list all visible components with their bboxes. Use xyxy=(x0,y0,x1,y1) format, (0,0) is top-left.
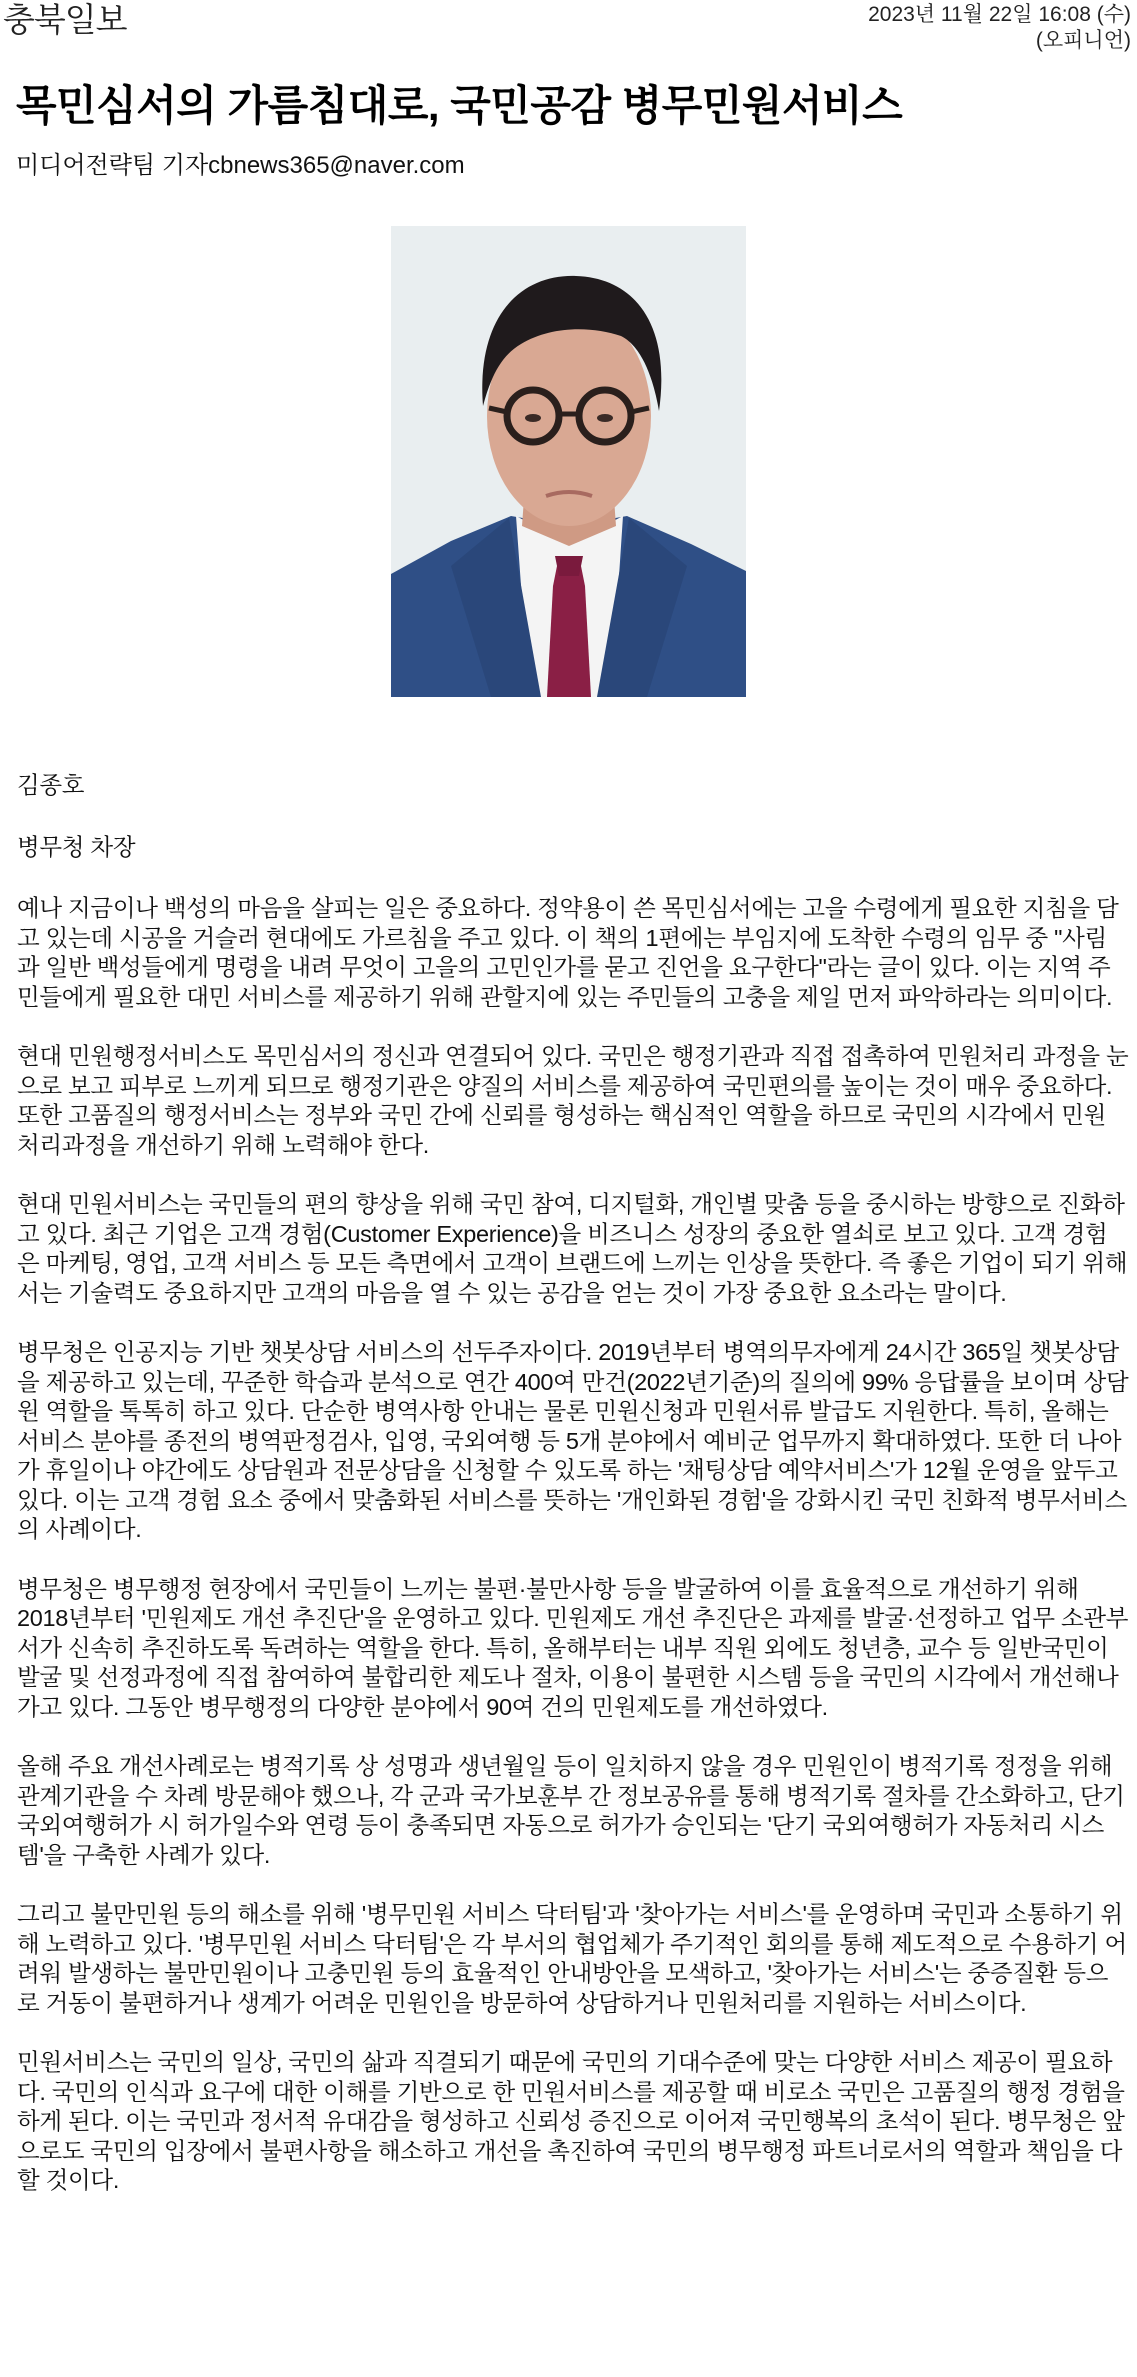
portrait-image xyxy=(391,226,746,697)
publish-date: 2023년 11월 22일 16:08 (수) xyxy=(868,3,1131,26)
paragraph: 현대 민원서비스는 국민들의 편의 향상을 위해 국민 참여, 디지털화, 개인별 맞춤 등을 중시하는 방향으로 진화하고 있다. 최근 기업은 고객 경험(Customer Experience)을 비즈니스 성장의 중요한 열쇠로 보고 있다. 고객 경험은 마케팅, 영업, 고객 서비스 등 모든 측면에서 고객이 브랜드에 느끼는 인상을 뜻한다. 즉 좋은 기업이 되기 위해서는 기술력도 중요하지만 고객의 마음을 열 수 있는 공감을 얻는 것이 가장 중요한 요소라는 말이다. xyxy=(17,1191,1128,1306)
article-body xyxy=(17,771,1129,2226)
article-title: 목민심서의 가름침대로, 국민공감 병무민원서비스 xyxy=(16,82,903,129)
byline: 미디어전략팀 기자cbnews365@naver.com xyxy=(16,152,465,179)
paragraph: 올해 주요 개선사례로는 병적기록 상 성명과 생년월일 등이 일치하지 않을 경우 민원인이 병적기록 정정을 위해 관계기관을 수 차례 방문해야 했으나, 각 군과 국가보훈부 간 정보공유를 통해 병적기록 절차를 간소화하고, 단기 국외여행허가 시 허가일수와 연령 등이 충족되면 자동으로 허가가 승인되는 '단기 국외여행허가 자동처리 시스템'을 구축한 사례가 있다. xyxy=(17,1753,1125,1868)
paragraph: 그리고 불만민원 등의 해소를 위해 '병무민원 서비스 닥터팀'과 '찾아가는 서비스'를 운영하며 국민과 소통하기 위해 노력하고 있다. '병무민원 서비스 닥터팀'은 각 부서의 협업체가 주기적인 회의를 통해 제도적으로 수용하기 어려워 발생하는 불만민원이나 고충민원 등의 효율적인 안내방안을 모색하고, '찾아가는 서비스'는 중증질환 등으로 거동이 불편하거나 생계가 어려운 민원인을 방문하여 상담하거나 민원처리를 지원하는 서비스이다. xyxy=(17,1901,1127,2016)
newspaper-logo[interactable]: 충북일보 xyxy=(3,1,127,38)
paragraph: 예나 지금이나 백성의 마음을 살피는 일은 중요하다. 정약용이 쓴 목민심서에는 고을 수령에게 필요한 지침을 담고 있는데 시공을 거슬러 현대에도 가르침을 주고 있다. 이 책의 1편에는 부임지에 도착한 수령의 임무 중 "사림과 일반 백성들에게 명령을 내려 무엇이 고을의 고민인가를 묻고 진언을 요구한다"라는 글이 있다. 이는 지역 주민들에게 필요한 대민 서비스를 제공하기 위해 관할지에 있는 주민들의 고충을 제일 먼저 파악하라는 의미이다. xyxy=(17,895,1119,1010)
author-name: 김종호 xyxy=(17,772,85,798)
paragraph: 현대 민원행정서비스도 목민심서의 정신과 연결되어 있다. 국민은 행정기관과 직접 접촉하여 민원처리 과정을 눈으로 보고 피부로 느끼게 되므로 행정기관은 양질의 서비스를 제공하여 국민편의를 높이는 것이 매우 중요하다. 또한 고품질의 행정서비스는 정부와 국민 간에 신뢰를 형성하는 핵심적인 역할을 하므로 국민의 시각에서 민원 처리과정을 개선하기 위해 노력해야 한다. xyxy=(17,1043,1129,1158)
page-header xyxy=(0,0,1137,60)
dateline xyxy=(868,2,1131,54)
paragraph: 병무청은 병무행정 현장에서 국민들이 느끼는 불편·불만사항 등을 발굴하여 이를 효율적으로 개선하기 위해 2018년부터 '민원제도 개선 추진단'을 운영하고 있다. 민원제도 개선 추진단은 과제를 발굴·선정하고 업무 소관부서가 신속히 추진하도록 독려하는 역할을 한다. 특히, 올해부터는 내부 직원 외에도 청년층, 교수 등 일반국민이 발굴 및 선정과정에 직접 참여하여 불합리한 제도나 절차, 이용이 불편한 시스템 등을 국민의 시각에서 개선해나가고 있다. 그동안 병무행정의 다양한 분야에서 90여 건의 민원제도를 개선하였다. xyxy=(17,1575,1129,1720)
author-title: 병무청 차장 xyxy=(17,833,136,860)
section-label: (오피니언) xyxy=(1035,29,1131,52)
paragraph: 병무청은 인공지능 기반 챗봇상담 서비스의 선두주자이다. 2019년부터 병역의무자에게 24시간 365일 챗봇상담을 제공하고 있는데, 꾸준한 학습과 분석으로 연간 400여 만건(2022년기준)의 질의에 99% 응답률을 보이며 상담원 역할을 톡톡히 하고 있다. 단순한 병역사항 안내는 물론 민원신청과 민원서류 발급도 지원한다. 특히, 올해는 서비스 분야를 종전의 병역판정검사, 입영, 국외여행 등 5개 분야에서 예비군 업무까지 확대하였다. 또한 더 나아가 휴일이나 야간에도 상담원과 전문상담을 신청할 수 있도록 하는 '채팅상담 예약서비스'가 12월 운영을 앞두고 있다. 이는 고객 경험 요소 중에서 맞춤화된 서비스를 뜻하는 '개인화된 경험'을 강화시킨 국민 친화적 병무서비스의 사례이다. xyxy=(17,1339,1129,1542)
paragraph: 민원서비스는 국민의 일상, 국민의 삶과 직결되기 때문에 국민의 기대수준에 맞는 다양한 서비스 제공이 필요하다. 국민의 인식과 요구에 대한 이해를 기반으로 한 민원서비스를 제공할 때 비로소 국민은 고품질의 행정 경험을 하게 된다. 이는 국민과 정서적 유대감을 형성하고 신뢰성 증진으로 이어져 국민행복의 초석이 된다. 병무청은 앞으로도 국민의 입장에서 불편사항을 해소하고 개선을 촉진하여 국민의 병무행정 파트너로서의 역할과 책임을 다할 것이다. xyxy=(17,2049,1125,2193)
author-photo xyxy=(391,226,746,697)
